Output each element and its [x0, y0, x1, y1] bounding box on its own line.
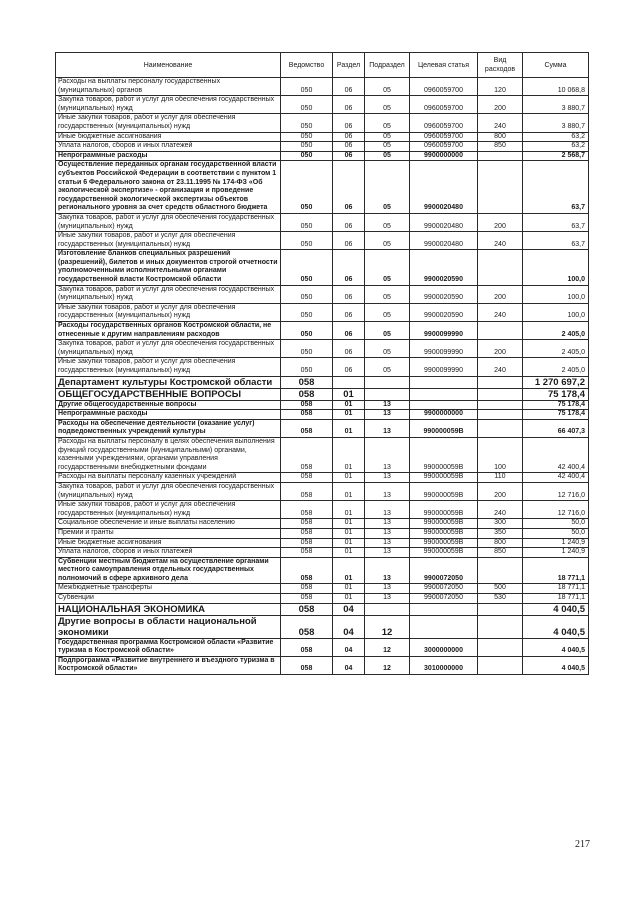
cell-name: Подпрограмма «Развитие внутреннего и въездного туризма в Костромской области»	[56, 656, 281, 674]
cell-name: Осуществление переданных органам государственной власти субъектов Российской Федерации в соответствии с пунктом 1 статьи 6 Федерального закона от 23.11.1995 № 174-ФЗ «Об экологической экспертизе» - организация и проведение государственной экологической экспертизы объектов регионального уровня за счет средств областного бюджета	[56, 161, 281, 214]
cell-name: ОБЩЕГОСУДАРСТВЕННЫЕ ВОПРОСЫ	[56, 388, 281, 400]
cell-podrazdel: 05	[365, 114, 410, 132]
cell-statya: 990000059В	[410, 473, 478, 483]
table-row	[56, 557, 589, 584]
table-row	[56, 548, 589, 558]
cell-razdel: 06	[333, 142, 365, 152]
cell-statya: 990000059В	[410, 501, 478, 519]
cell-ved: 050	[281, 285, 333, 303]
cell-summa: 3 880,7	[523, 96, 589, 114]
cell-statya: 9900099990	[410, 358, 478, 376]
cell-ved: 058	[281, 437, 333, 472]
cell-ved: 058	[281, 557, 333, 584]
cell-summa: 12 716,0	[523, 482, 589, 500]
cell-name: Непрограммные расходы	[56, 151, 281, 161]
cell-statya: 9900072050	[410, 584, 478, 594]
cell-name: Закупка товаров, работ и услуг для обеспечения государственных (муниципальных) нужд	[56, 482, 281, 500]
cell-summa: 12 716,0	[523, 501, 589, 519]
cell-ved: 050	[281, 161, 333, 214]
cell-razdel: 01	[333, 519, 365, 529]
cell-podrazdel: 13	[365, 473, 410, 483]
cell-statya: 9900020590	[410, 250, 478, 285]
cell-podrazdel	[365, 603, 410, 615]
cell-statya: 3000000000	[410, 638, 478, 656]
cell-name: Уплата налогов, сборов и иных платежей	[56, 142, 281, 152]
table-row	[56, 528, 589, 538]
cell-podrazdel: 13	[365, 519, 410, 529]
cell-podrazdel: 05	[365, 161, 410, 214]
cell-statya: 9900000000	[410, 410, 478, 420]
cell-podrazdel: 12	[365, 638, 410, 656]
cell-podrazdel: 13	[365, 548, 410, 558]
cell-name: Закупка товаров, работ и услуг для обеспечения государственных (муниципальных) нужд	[56, 96, 281, 114]
cell-vid: 530	[478, 594, 523, 604]
table-row	[56, 594, 589, 604]
cell-vid: 850	[478, 142, 523, 152]
cell-summa: 2 568,7	[523, 151, 589, 161]
cell-vid	[478, 615, 523, 638]
table-row	[56, 437, 589, 472]
cell-razdel: 01	[333, 410, 365, 420]
cell-podrazdel	[365, 376, 410, 388]
cell-vid: 500	[478, 584, 523, 594]
cell-summa: 63,7	[523, 232, 589, 250]
cell-statya: 9900020590	[410, 303, 478, 321]
cell-name: Непрограммные расходы	[56, 410, 281, 420]
cell-statya: 990000059В	[410, 437, 478, 472]
cell-statya: 0960059700	[410, 132, 478, 142]
cell-summa: 1 240,9	[523, 548, 589, 558]
table-row	[56, 96, 589, 114]
cell-podrazdel: 05	[365, 151, 410, 161]
cell-name: Расходы на обеспечение деятельности (оказание услуг) подведомственных учреждений культуры	[56, 419, 281, 437]
cell-razdel: 01	[333, 400, 365, 410]
cell-name: Расходы на выплаты персоналу в целях обеспечения выполнения функций государственными (муниципальными) органами, казенными учреждениями, органами управления государственными внебюджетными фондами	[56, 437, 281, 472]
cell-podrazdel: 05	[365, 322, 410, 340]
cell-name: Закупка товаров, работ и услуг для обеспечения государственных (муниципальных) нужд	[56, 213, 281, 231]
col-summa-header: Сумма	[523, 53, 589, 78]
cell-statya: 990000059В	[410, 519, 478, 529]
cell-razdel: 01	[333, 388, 365, 400]
cell-vid: 240	[478, 303, 523, 321]
col-podrazdel-header: Подраздел	[365, 53, 410, 78]
cell-ved: 058	[281, 615, 333, 638]
cell-podrazdel: 05	[365, 96, 410, 114]
cell-ved: 050	[281, 250, 333, 285]
table-row	[56, 114, 589, 132]
cell-summa: 1 270 697,2	[523, 376, 589, 388]
cell-summa: 63,2	[523, 142, 589, 152]
cell-statya: 9900020480	[410, 232, 478, 250]
cell-vid	[478, 250, 523, 285]
cell-podrazdel: 13	[365, 419, 410, 437]
cell-razdel: 01	[333, 482, 365, 500]
cell-name: Иные закупки товаров, работ и услуг для обеспечения государственных (муниципальных) нужд	[56, 501, 281, 519]
table-row	[56, 584, 589, 594]
cell-statya: 0960059700	[410, 96, 478, 114]
cell-summa: 18 771,1	[523, 584, 589, 594]
cell-razdel: 01	[333, 584, 365, 594]
cell-podrazdel: 13	[365, 594, 410, 604]
cell-statya	[410, 376, 478, 388]
cell-summa: 75 178,4	[523, 388, 589, 400]
cell-name: Другие вопросы в области национальной экономики	[56, 615, 281, 638]
cell-summa: 4 040,5	[523, 615, 589, 638]
table-row	[56, 388, 589, 400]
cell-vid: 800	[478, 132, 523, 142]
cell-ved: 050	[281, 114, 333, 132]
cell-vid: 240	[478, 501, 523, 519]
cell-podrazdel: 13	[365, 501, 410, 519]
cell-statya: 9900099990	[410, 340, 478, 358]
table-row	[56, 473, 589, 483]
cell-summa: 75 178,4	[523, 400, 589, 410]
cell-vid	[478, 557, 523, 584]
cell-vid: 240	[478, 232, 523, 250]
table-row	[56, 419, 589, 437]
cell-podrazdel: 13	[365, 410, 410, 420]
cell-ved: 058	[281, 528, 333, 538]
cell-ved: 058	[281, 376, 333, 388]
cell-statya: 9900020590	[410, 285, 478, 303]
cell-ved: 058	[281, 548, 333, 558]
cell-vid: 200	[478, 285, 523, 303]
cell-podrazdel: 05	[365, 132, 410, 142]
cell-ved: 050	[281, 322, 333, 340]
cell-summa: 100,0	[523, 250, 589, 285]
table-row	[56, 213, 589, 231]
cell-razdel: 06	[333, 161, 365, 214]
cell-ved: 050	[281, 96, 333, 114]
cell-statya	[410, 603, 478, 615]
table-row	[56, 482, 589, 500]
cell-ved: 050	[281, 132, 333, 142]
cell-statya: 9900099990	[410, 322, 478, 340]
cell-name: Изготовление бланков специальных разрешений (разрешений), билетов и иных документов строгой отчетности уполномоченными исполнительными органами государственной власти Костромской области	[56, 250, 281, 285]
cell-ved: 058	[281, 388, 333, 400]
header-row	[56, 53, 589, 78]
cell-podrazdel: 13	[365, 528, 410, 538]
table-row	[56, 400, 589, 410]
cell-podrazdel: 13	[365, 482, 410, 500]
cell-statya: 990000059В	[410, 419, 478, 437]
cell-name: Межбюджетные трансферты	[56, 584, 281, 594]
cell-vid	[478, 656, 523, 674]
cell-ved: 050	[281, 142, 333, 152]
cell-podrazdel: 05	[365, 250, 410, 285]
cell-podrazdel: 12	[365, 615, 410, 638]
cell-ved: 058	[281, 419, 333, 437]
table-row	[56, 250, 589, 285]
cell-statya: 9900020480	[410, 161, 478, 214]
cell-razdel: 01	[333, 557, 365, 584]
cell-statya: 990000059В	[410, 528, 478, 538]
cell-statya: 9900072050	[410, 594, 478, 604]
cell-name: Расходы на выплаты персоналу государственных (муниципальных) органов	[56, 78, 281, 96]
cell-podrazdel: 05	[365, 285, 410, 303]
cell-name: Иные закупки товаров, работ и услуг для обеспечения государственных (муниципальных) нужд	[56, 358, 281, 376]
cell-razdel: 04	[333, 638, 365, 656]
cell-razdel: 06	[333, 250, 365, 285]
cell-ved: 058	[281, 638, 333, 656]
table-row	[56, 303, 589, 321]
cell-summa: 100,0	[523, 303, 589, 321]
cell-vid: 800	[478, 538, 523, 548]
cell-name: Иные бюджетные ассигнования	[56, 132, 281, 142]
cell-vid: 120	[478, 78, 523, 96]
cell-name: Закупка товаров, работ и услуг для обеспечения государственных (муниципальных) нужд	[56, 285, 281, 303]
cell-vid	[478, 376, 523, 388]
cell-ved: 058	[281, 519, 333, 529]
cell-vid: 200	[478, 340, 523, 358]
cell-vid: 200	[478, 213, 523, 231]
cell-name: Департамент культуры Костромской области	[56, 376, 281, 388]
cell-summa: 63,2	[523, 132, 589, 142]
cell-statya: 3010000000	[410, 656, 478, 674]
cell-ved: 058	[281, 400, 333, 410]
cell-name: Иные закупки товаров, работ и услуг для обеспечения государственных (муниципальных) нужд	[56, 232, 281, 250]
cell-podrazdel: 05	[365, 358, 410, 376]
table-row	[56, 285, 589, 303]
cell-summa: 75 178,4	[523, 410, 589, 420]
cell-ved: 058	[281, 501, 333, 519]
cell-vid: 200	[478, 96, 523, 114]
cell-ved: 050	[281, 213, 333, 231]
cell-name: Иные бюджетные ассигнования	[56, 538, 281, 548]
table-row	[56, 410, 589, 420]
cell-statya	[410, 400, 478, 410]
table-row	[56, 538, 589, 548]
cell-podrazdel: 05	[365, 232, 410, 250]
cell-summa: 4 040,5	[523, 638, 589, 656]
cell-podrazdel: 13	[365, 584, 410, 594]
cell-summa: 50,0	[523, 519, 589, 529]
cell-statya: 0960059700	[410, 114, 478, 132]
cell-ved: 058	[281, 410, 333, 420]
table-row	[56, 322, 589, 340]
cell-summa: 63,7	[523, 161, 589, 214]
cell-name: Расходы на выплаты персоналу казенных учреждений	[56, 473, 281, 483]
col-statya-header: Целевая статья	[410, 53, 478, 78]
table-row	[56, 132, 589, 142]
cell-name: Закупка товаров, работ и услуг для обеспечения государственных (муниципальных) нужд	[56, 340, 281, 358]
cell-ved: 050	[281, 78, 333, 96]
cell-vid	[478, 151, 523, 161]
cell-summa: 10 068,8	[523, 78, 589, 96]
cell-razdel: 01	[333, 528, 365, 538]
cell-podrazdel: 05	[365, 303, 410, 321]
cell-razdel: 04	[333, 656, 365, 674]
cell-name: Иные закупки товаров, работ и услуг для обеспечения государственных (муниципальных) нужд	[56, 303, 281, 321]
cell-name: НАЦИОНАЛЬНАЯ ЭКОНОМИКА	[56, 603, 281, 615]
cell-vid	[478, 400, 523, 410]
cell-name: Уплата налогов, сборов и иных платежей	[56, 548, 281, 558]
col-ved-header: Ведомство	[281, 53, 333, 78]
cell-statya: 9900000000	[410, 151, 478, 161]
cell-razdel: 06	[333, 358, 365, 376]
table-row	[56, 638, 589, 656]
cell-ved: 058	[281, 594, 333, 604]
cell-razdel: 06	[333, 114, 365, 132]
table-row	[56, 142, 589, 152]
cell-statya: 0960059700	[410, 142, 478, 152]
cell-razdel: 06	[333, 232, 365, 250]
cell-statya	[410, 388, 478, 400]
cell-razdel: 01	[333, 594, 365, 604]
cell-summa: 66 407,3	[523, 419, 589, 437]
table-row	[56, 232, 589, 250]
cell-vid	[478, 322, 523, 340]
cell-podrazdel: 05	[365, 142, 410, 152]
cell-razdel: 06	[333, 96, 365, 114]
cell-podrazdel: 12	[365, 656, 410, 674]
col-razdel-header: Раздел	[333, 53, 365, 78]
table-row	[56, 615, 589, 638]
cell-statya	[410, 615, 478, 638]
cell-podrazdel: 13	[365, 400, 410, 410]
table-row	[56, 358, 589, 376]
cell-statya: 990000059В	[410, 482, 478, 500]
cell-razdel: 01	[333, 419, 365, 437]
cell-name: Иные закупки товаров, работ и услуг для обеспечения государственных (муниципальных) нужд	[56, 114, 281, 132]
cell-ved: 058	[281, 482, 333, 500]
cell-name: Расходы государственных органов Костромской области, не отнесенные к другим направлениям расходов	[56, 322, 281, 340]
cell-vid: 240	[478, 358, 523, 376]
cell-vid: 350	[478, 528, 523, 538]
table-row	[56, 376, 589, 388]
cell-razdel: 06	[333, 303, 365, 321]
cell-podrazdel: 13	[365, 437, 410, 472]
cell-statya: 990000059В	[410, 548, 478, 558]
page-number: 217	[575, 839, 590, 850]
cell-ved: 058	[281, 584, 333, 594]
table-row	[56, 603, 589, 615]
cell-ved: 058	[281, 473, 333, 483]
cell-summa: 42 400,4	[523, 473, 589, 483]
cell-podrazdel: 05	[365, 213, 410, 231]
col-name-header: Наименование	[56, 53, 281, 78]
cell-summa: 2 405,0	[523, 358, 589, 376]
cell-vid	[478, 419, 523, 437]
cell-razdel: 06	[333, 340, 365, 358]
cell-summa: 18 771,1	[523, 557, 589, 584]
cell-ved: 058	[281, 656, 333, 674]
cell-ved: 050	[281, 358, 333, 376]
cell-summa: 4 040,5	[523, 603, 589, 615]
cell-name: Субвенции	[56, 594, 281, 604]
cell-razdel: 01	[333, 538, 365, 548]
table-row	[56, 340, 589, 358]
cell-razdel: 06	[333, 213, 365, 231]
cell-razdel: 06	[333, 78, 365, 96]
cell-name: Социальное обеспечение и иные выплаты населению	[56, 519, 281, 529]
cell-vid	[478, 410, 523, 420]
cell-razdel: 04	[333, 615, 365, 638]
budget-table	[55, 52, 589, 675]
col-vid-header: Вид расходов	[478, 53, 523, 78]
cell-summa: 4 040,5	[523, 656, 589, 674]
cell-summa: 50,0	[523, 528, 589, 538]
table-row	[56, 161, 589, 214]
cell-summa: 2 405,0	[523, 340, 589, 358]
cell-podrazdel	[365, 388, 410, 400]
cell-podrazdel: 13	[365, 557, 410, 584]
cell-summa: 100,0	[523, 285, 589, 303]
cell-ved: 050	[281, 232, 333, 250]
cell-vid: 300	[478, 519, 523, 529]
cell-razdel: 06	[333, 151, 365, 161]
cell-vid: 240	[478, 114, 523, 132]
cell-razdel: 06	[333, 132, 365, 142]
cell-statya: 9900020480	[410, 213, 478, 231]
cell-razdel: 01	[333, 437, 365, 472]
cell-summa: 42 400,4	[523, 437, 589, 472]
cell-ved: 058	[281, 603, 333, 615]
cell-ved: 050	[281, 303, 333, 321]
cell-summa: 63,7	[523, 213, 589, 231]
cell-razdel: 01	[333, 501, 365, 519]
cell-statya: 9900072050	[410, 557, 478, 584]
cell-razdel	[333, 376, 365, 388]
cell-razdel: 01	[333, 548, 365, 558]
cell-razdel: 01	[333, 473, 365, 483]
cell-vid	[478, 638, 523, 656]
cell-razdel: 04	[333, 603, 365, 615]
cell-podrazdel: 05	[365, 78, 410, 96]
cell-name: Субвенции местным бюджетам на осуществление органами местного самоуправления отдельных государственных полномочий в сфере архивного дела	[56, 557, 281, 584]
table-row	[56, 78, 589, 96]
table-row	[56, 519, 589, 529]
cell-summa: 3 880,7	[523, 114, 589, 132]
cell-vid	[478, 388, 523, 400]
cell-statya: 0960059700	[410, 78, 478, 96]
cell-name: Государственная программа Костромской области «Развитие туризма в Костромской области»	[56, 638, 281, 656]
cell-name: Премии и гранты	[56, 528, 281, 538]
cell-ved: 050	[281, 151, 333, 161]
cell-summa: 2 405,0	[523, 322, 589, 340]
cell-vid: 200	[478, 482, 523, 500]
cell-vid	[478, 603, 523, 615]
cell-vid: 850	[478, 548, 523, 558]
cell-ved: 058	[281, 538, 333, 548]
cell-vid: 100	[478, 437, 523, 472]
cell-name: Другие общегосударственные вопросы	[56, 400, 281, 410]
cell-ved: 050	[281, 340, 333, 358]
cell-summa: 18 771,1	[523, 594, 589, 604]
table-row	[56, 151, 589, 161]
cell-vid: 110	[478, 473, 523, 483]
cell-vid	[478, 161, 523, 214]
cell-razdel: 06	[333, 322, 365, 340]
cell-podrazdel: 13	[365, 538, 410, 548]
cell-statya: 990000059В	[410, 538, 478, 548]
cell-summa: 1 240,9	[523, 538, 589, 548]
table-row	[56, 501, 589, 519]
cell-razdel: 06	[333, 285, 365, 303]
cell-podrazdel: 05	[365, 340, 410, 358]
table-row	[56, 656, 589, 674]
